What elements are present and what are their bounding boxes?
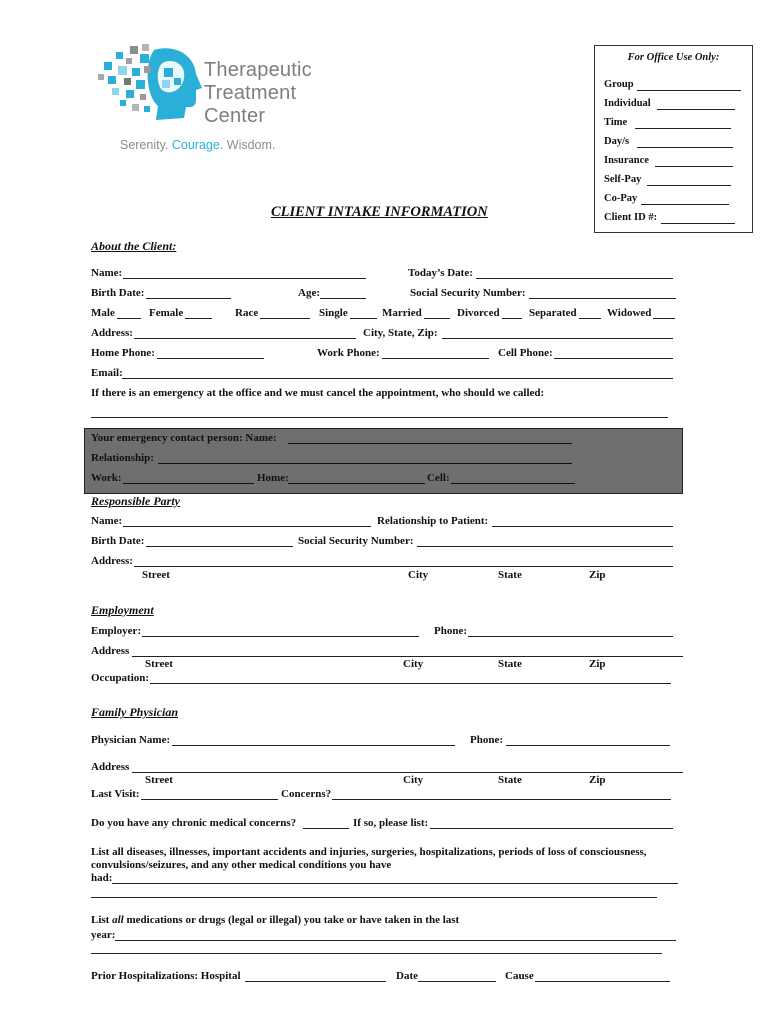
client-birth-date-field[interactable]	[146, 298, 231, 299]
office-days	[604, 136, 629, 147]
if-so-list-field[interactable]	[430, 828, 673, 829]
employer-state-caption: State	[498, 658, 522, 670]
resp-birth-date-label: Birth Date:	[91, 535, 145, 547]
single-label: Single	[319, 307, 348, 319]
office-days-label: Day/s	[604, 136, 630, 147]
emergency-contact-field[interactable]	[288, 443, 572, 444]
client-address-field[interactable]	[134, 338, 356, 339]
office-insurance-line[interactable]	[655, 166, 733, 167]
occupation-field[interactable]	[150, 683, 671, 684]
office-copay	[604, 193, 637, 204]
hosp-date-label: Date	[396, 970, 418, 982]
widowed-field[interactable]	[653, 318, 675, 319]
tagline-courage: Courage.	[171, 138, 227, 152]
office-selfpay-label: Self-Pay	[604, 174, 642, 185]
city-state-zip-label: City, State, Zip:	[363, 327, 438, 339]
concerns-field[interactable]	[332, 799, 671, 800]
emergency-cell-field[interactable]	[451, 483, 575, 484]
resp-state-caption: State	[498, 569, 522, 581]
medications-question-line2: year:	[91, 929, 116, 941]
physician-zip-caption: Zip	[589, 774, 606, 786]
emergency-relationship-label: Relationship:	[91, 452, 154, 464]
medications-answer-field-1[interactable]	[115, 940, 676, 941]
hosp-cause-field[interactable]	[535, 981, 670, 982]
medications-all: all	[112, 914, 124, 926]
medications-pre: List	[91, 914, 113, 926]
resp-name-label: Name:	[91, 515, 123, 527]
resp-ssn-field[interactable]	[417, 546, 673, 547]
office-insurance-label: Insurance	[604, 155, 649, 166]
cell-phone-field[interactable]	[554, 358, 673, 359]
about-client-heading: About the Client:	[91, 239, 177, 253]
employer-address-field[interactable]	[132, 656, 683, 657]
female-label: Female	[149, 307, 184, 319]
emergency-answer-field[interactable]	[91, 417, 668, 418]
office-insurance	[604, 155, 649, 166]
age-field[interactable]	[320, 298, 366, 299]
office-individual-line[interactable]	[657, 109, 735, 110]
tagline-wisdom: Wisdom.	[226, 138, 276, 152]
office-time-label: Time	[604, 117, 628, 128]
physician-street-caption: Street	[145, 774, 173, 786]
resp-address-label: Address:	[91, 555, 133, 567]
home-phone-field[interactable]	[157, 358, 264, 359]
emergency-relationship-field[interactable]	[158, 463, 572, 464]
form-title: CLIENT INTAKE INFORMATION	[271, 204, 488, 220]
family-physician-heading: Family Physician	[91, 705, 178, 719]
race-field[interactable]	[260, 318, 310, 319]
emergency-cell-label: Cell:	[427, 472, 450, 484]
employer-phone-field[interactable]	[468, 636, 673, 637]
single-field[interactable]	[350, 318, 377, 319]
hosp-date-field[interactable]	[418, 981, 496, 982]
emergency-contact-box	[84, 428, 683, 494]
emergency-contact-label: Your emergency contact person: Name:	[91, 432, 277, 444]
work-phone-field[interactable]	[382, 358, 489, 359]
resp-name-field[interactable]	[123, 526, 371, 527]
office-group-line[interactable]	[637, 90, 741, 91]
medications-post: medications or drugs (legal or illegal) you take or have taken in the last	[123, 914, 460, 926]
employer-phone-label: Phone:	[434, 625, 467, 637]
emergency-home-label: Home:	[257, 472, 289, 484]
physician-phone-label: Phone:	[470, 734, 503, 746]
client-name-label: Name:	[91, 267, 123, 279]
married-field[interactable]	[424, 318, 450, 319]
email-label: Email:	[91, 367, 123, 379]
physician-name-label: Physician Name:	[91, 734, 171, 746]
prior-hospitalizations-label: Prior Hospitalizations: Hospital	[91, 970, 241, 982]
office-time-line[interactable]	[635, 128, 731, 129]
widowed-label: Widowed	[607, 307, 652, 319]
client-ssn-field[interactable]	[529, 298, 676, 299]
client-ssn-label: Social Security Number:	[410, 287, 526, 299]
race-label: Race	[235, 307, 259, 319]
physician-address-label: Address	[91, 761, 130, 773]
physician-address-field[interactable]	[132, 772, 683, 773]
client-address-label: Address:	[91, 327, 133, 339]
employer-street-caption: Street	[145, 658, 173, 670]
hosp-cause-label: Cause	[505, 970, 534, 982]
last-visit-label: Last Visit:	[91, 788, 140, 800]
office-use-box	[594, 45, 753, 233]
chronic-concerns-field[interactable]	[303, 828, 349, 829]
office-time	[604, 117, 627, 128]
medications-answer-field-2[interactable]	[91, 953, 662, 954]
employment-heading: Employment	[91, 603, 154, 617]
office-client-id	[604, 212, 657, 223]
city-state-zip-field[interactable]	[442, 338, 673, 339]
resp-city-caption: City	[408, 569, 429, 581]
prior-hospital-field[interactable]	[245, 981, 386, 982]
logo-mosaic-icon	[96, 44, 206, 124]
office-client-id-line[interactable]	[661, 223, 735, 224]
if-so-list-label: If so, please list:	[353, 817, 429, 829]
physician-name-field[interactable]	[172, 745, 455, 746]
diseases-question-line2: convulsions/seizures, and any other medical conditions you have	[91, 859, 392, 871]
emergency-home-field[interactable]	[288, 483, 425, 484]
employer-zip-caption: Zip	[589, 658, 606, 670]
age-label: Age:	[298, 287, 320, 299]
physician-phone-field[interactable]	[506, 745, 670, 746]
diseases-question-line3: had:	[91, 872, 113, 884]
office-individual-label: Individual	[604, 98, 651, 109]
concerns-label: Concerns?	[281, 788, 332, 800]
resp-street-caption: Street	[142, 569, 170, 581]
separated-label: Separated	[529, 307, 577, 319]
emergency-work-label: Work:	[91, 472, 122, 484]
todays-date-label: Today’s Date:	[408, 267, 473, 279]
medications-question-line1	[91, 914, 459, 927]
client-birth-date-label: Birth Date:	[91, 287, 145, 299]
office-selfpay-line[interactable]	[647, 185, 731, 186]
home-phone-label: Home Phone:	[91, 347, 155, 359]
tagline-serenity: Serenity.	[120, 138, 172, 152]
work-phone-label: Work Phone:	[317, 347, 380, 359]
employer-label: Employer:	[91, 625, 142, 637]
todays-date-field[interactable]	[476, 278, 673, 279]
office-selfpay	[604, 174, 641, 185]
office-copay-line[interactable]	[641, 204, 729, 205]
office-copay-label: Co-Pay	[604, 193, 638, 204]
logo-line-2: Treatment	[204, 82, 297, 104]
occupation-label: Occupation:	[91, 672, 150, 684]
employer-city-caption: City	[403, 658, 424, 670]
resp-address-field[interactable]	[134, 566, 673, 567]
resp-zip-caption: Zip	[589, 569, 606, 581]
office-days-line[interactable]	[637, 147, 733, 148]
emergency-work-field[interactable]	[123, 483, 254, 484]
married-label: Married	[382, 307, 422, 319]
female-field[interactable]	[185, 318, 212, 319]
divorced-field[interactable]	[502, 318, 522, 319]
physician-city-caption: City	[403, 774, 424, 786]
client-name-field[interactable]	[123, 278, 366, 279]
diseases-answer-field-1[interactable]	[112, 883, 678, 884]
physician-state-caption: State	[498, 774, 522, 786]
last-visit-field[interactable]	[141, 799, 278, 800]
resp-birth-date-field[interactable]	[146, 546, 293, 547]
resp-relationship-label: Relationship to Patient:	[377, 515, 489, 527]
resp-ssn-label: Social Security Number:	[298, 535, 414, 547]
office-group-label: Group	[604, 79, 634, 90]
office-client-id-label: Client ID #:	[604, 212, 658, 223]
office-box-title: For Office Use Only:	[627, 52, 720, 63]
employer-address-label: Address	[91, 645, 130, 657]
logo-line-3: Center	[204, 105, 266, 127]
office-individual	[604, 98, 651, 109]
divorced-label: Divorced	[457, 307, 500, 319]
diseases-answer-field-2[interactable]	[91, 897, 657, 898]
male-field[interactable]	[117, 318, 141, 319]
responsible-party-heading: Responsible Party	[91, 494, 180, 508]
logo-line-1: Therapeutic	[204, 59, 312, 81]
logo-tagline	[120, 138, 275, 152]
employer-field[interactable]	[142, 636, 419, 637]
diseases-question-line1: List all diseases, illnesses, important accidents and injuries, surgeries, hospitalizations, periods of loss of consciousness,	[91, 846, 647, 858]
male-label: Male	[91, 307, 115, 319]
resp-relationship-field[interactable]	[492, 526, 673, 527]
separated-field[interactable]	[579, 318, 601, 319]
emergency-question: If there is an emergency at the office and we must cancel the appointment, who should we called:	[91, 387, 545, 399]
chronic-concerns-label: Do you have any chronic medical concerns?	[91, 817, 297, 829]
cell-phone-label: Cell Phone:	[498, 347, 553, 359]
office-group	[604, 79, 634, 90]
email-field[interactable]	[122, 378, 673, 379]
